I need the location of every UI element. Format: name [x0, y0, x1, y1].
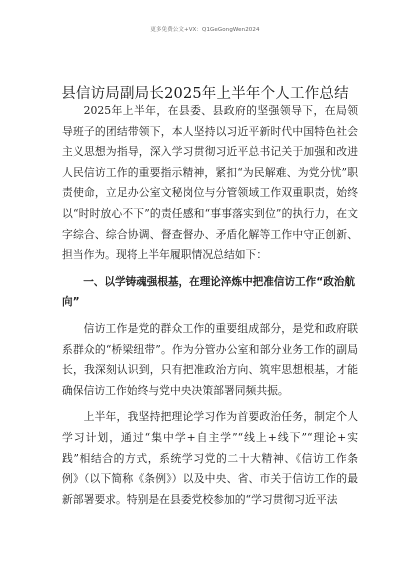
body-paragraph: 上半年，我坚持把理论学习作为首要政治任务，制定个人学习计划，通过“集中学+自主学”“线上+线下”“理论+实践”相结合的方式，系统学习党的二十大精神、《信访工作条例》（以下简称《条例》）以及中央、省、市关于信访工作的最新部署要求。特别是在县委党校参加的“学习贯彻习近平法	[62, 410, 358, 506]
body-paragraph: 信访工作是党的群众工作的重要组成部分，是党和政府联系群众的“桥梁纽带”。作为分管办公室和部分业务工作的副局长，我深刻认识到，只有把准政治方向、筑牢思想根基，才能确保信访工作始终与党中央决策部署同频共振。	[62, 321, 358, 397]
intro-paragraph: 2025年上半年，在县委、县政府的坚强领导下，在局领导班子的团结带领下，本人坚持以习近平新时代中国特色社会主义思想为指导，深入学习贯彻习近平总书记关于加强和改进人民信访工作的重要指示精神，紧扣“为民解难、为党分忧”职责使命，立足办公室文秘岗位与分管领域工作双重职责，始终以“时时放心不下”的责任感和“事事落实到位”的执行力，在文字综合、综合协调、督查督办、矛盾化解等工作中守正创新、担当作为。现将上半年履职情况总结如下：	[62, 104, 358, 262]
watermark-text: 更多免费公文+VX：Q1GeGongWen2024	[150, 27, 260, 33]
document-title: 县信访局副局长2025年上半年个人工作总结	[61, 86, 349, 102]
section-heading: 一、以学铸魂强根基，在理论淬炼中把准信访工作“政治航向”	[62, 275, 355, 309]
document-body	[62, 101, 358, 510]
